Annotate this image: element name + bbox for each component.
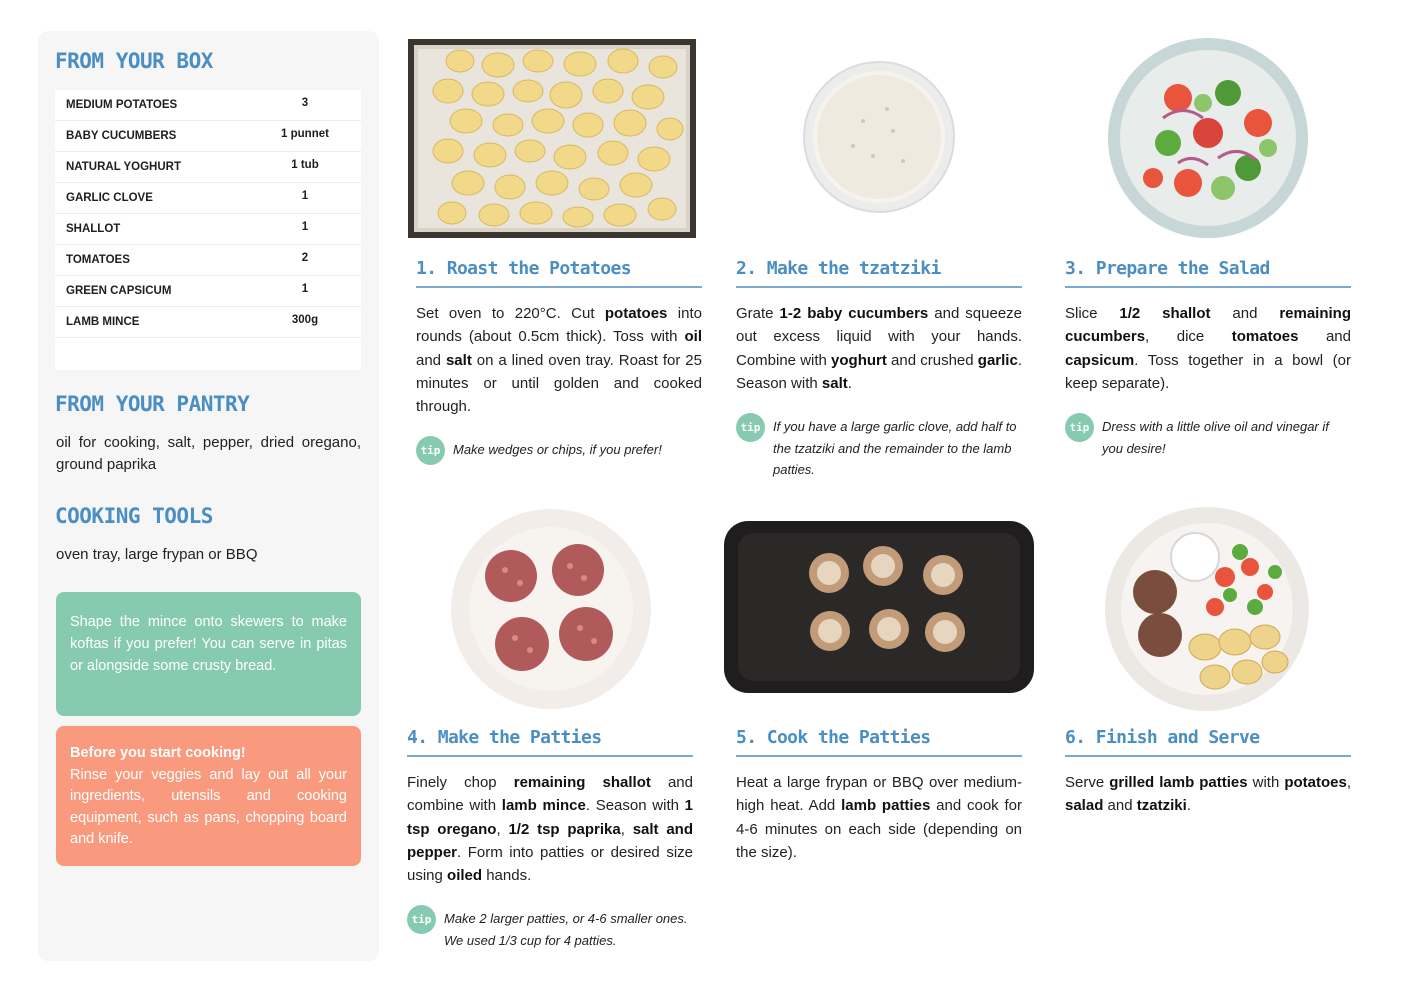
step-4 xyxy=(407,727,693,951)
tools-heading: COOKING TOOLS xyxy=(55,504,213,528)
tip-badge: tip xyxy=(416,436,445,465)
step-tip xyxy=(407,905,693,951)
step-title: 2. Make the tzatziki xyxy=(736,258,1022,288)
step-tip xyxy=(1065,413,1351,459)
salad-photo xyxy=(1108,38,1309,239)
ingredient-name: GREEN CAPSICUM xyxy=(66,285,172,297)
ingredient-quantity: 3 xyxy=(301,97,309,109)
ingredient-quantity: 1 xyxy=(301,190,309,202)
sidebar xyxy=(38,31,379,961)
ingredient-row xyxy=(55,307,361,338)
tip-text: Dress with a little olive oil and vinegar if you desire! xyxy=(1102,419,1329,456)
tip-text: If you have a large garlic clove, add half to the tzatziki and the remainder to the lamb patties. xyxy=(773,419,1017,478)
ingredient-row xyxy=(55,152,361,183)
step-instructions: Set oven to 220°C. Cut potatoes into rounds (about 0.5cm thick). Toss with oil and salt on a lined oven tray. Roast for 25 minutes or until golden and cooked through. xyxy=(416,305,702,416)
tzatziki-photo xyxy=(803,61,956,214)
step-instructions: Slice 1/2 shallot and remaining cucumbers, dice tomatoes and capsicum. Toss together in a bowl (or keep separate). xyxy=(1065,305,1351,392)
step-tip xyxy=(736,413,1022,481)
step-title: 3. Prepare the Salad xyxy=(1065,258,1351,288)
before-cooking-title: Before you start cooking! xyxy=(70,745,246,761)
ingredient-quantity: 1 xyxy=(301,283,309,295)
step-5 xyxy=(736,727,1022,864)
step-title: 5. Cook the Patties xyxy=(736,727,1022,757)
step-title: 4. Make the Patties xyxy=(407,727,693,757)
tip-badge: tip xyxy=(736,413,765,442)
ingredient-row xyxy=(55,183,361,214)
ingredient-name: MEDIUM POTATOES xyxy=(66,99,178,111)
ingredient-row xyxy=(55,121,361,152)
tools-text: oven tray, large frypan or BBQ xyxy=(56,546,258,563)
step-instructions: Serve grilled lamb patties with potatoes, salad and tzatziki. xyxy=(1065,774,1352,815)
pantry-text: oil for cooking, salt, pepper, dried oregano, ground paprika xyxy=(56,434,361,473)
step-instructions: Grate 1-2 baby cucumbers and squeeze out excess liquid with your hands. Combine with yoghurt and crushed garlic. Season with salt. xyxy=(736,305,1023,392)
step-2 xyxy=(736,258,1022,481)
ingredients-table xyxy=(55,90,361,370)
ingredient-quantity: 300g xyxy=(291,314,319,326)
ingredient-quantity: 2 xyxy=(301,252,309,264)
ingredient-row xyxy=(55,245,361,276)
ingredient-quantity: 1 punnet xyxy=(281,128,329,140)
step-tip xyxy=(416,436,702,466)
ingredient-name: SHALLOT xyxy=(66,223,121,235)
before-cooking-note xyxy=(56,726,361,866)
ingredient-name: GARLIC CLOVE xyxy=(66,192,153,204)
box-heading: FROM YOUR BOX xyxy=(55,49,213,73)
step-3 xyxy=(1065,258,1351,459)
step-title: 6. Finish and Serve xyxy=(1065,727,1351,757)
ingredient-row xyxy=(55,90,361,121)
ingredient-row xyxy=(55,276,361,307)
finished-dish-photo xyxy=(1105,507,1310,712)
ingredient-name: NATURAL YOGHURT xyxy=(66,161,181,173)
tip-badge: tip xyxy=(1065,413,1094,442)
step-instructions: Heat a large frypan or BBQ over medium-high heat. Add lamb patties and cook for 4-6 minutes on each side (depending on the size). xyxy=(736,774,1023,861)
ingredient-name: BABY CUCUMBERS xyxy=(66,130,177,142)
ingredient-name: TOMATOES xyxy=(66,254,130,266)
step-instructions: Finely chop remaining shallot and combine with lamb mince. Season with 1 tsp oregano, 1/2 tsp paprika, salt and pepper. Form into patties or desired size using oiled hands. xyxy=(407,774,694,885)
tip-text: Make 2 larger patties, or 4-6 smaller ones. We used 1/3 cup for 4 patties. xyxy=(444,911,688,948)
pantry-heading: FROM YOUR PANTRY xyxy=(55,392,250,416)
serving-suggestion-note: Shape the mince onto skewers to make koftas if you prefer! You can serve in pitas or alongside some crusty bread. xyxy=(56,592,361,716)
ingredient-row xyxy=(55,214,361,245)
step-title: 1. Roast the Potatoes xyxy=(416,258,702,288)
step-1 xyxy=(416,258,702,466)
ingredient-name: LAMB MINCE xyxy=(66,316,140,328)
cook-patties-photo xyxy=(724,521,1034,693)
step-6 xyxy=(1065,727,1351,818)
tip-text: Make wedges or chips, if you prefer! xyxy=(453,442,662,458)
before-cooking-text: Rinse your veggies and lay out all your ingredients, utensils and cooking equipment, such as pans, chopping board and knife. xyxy=(70,766,347,847)
ingredient-quantity: 1 xyxy=(301,221,309,233)
ingredient-quantity: 1 tub xyxy=(291,159,319,171)
tip-badge: tip xyxy=(407,905,436,934)
roast-potatoes-photo xyxy=(408,39,696,238)
raw-patties-photo xyxy=(450,508,652,710)
